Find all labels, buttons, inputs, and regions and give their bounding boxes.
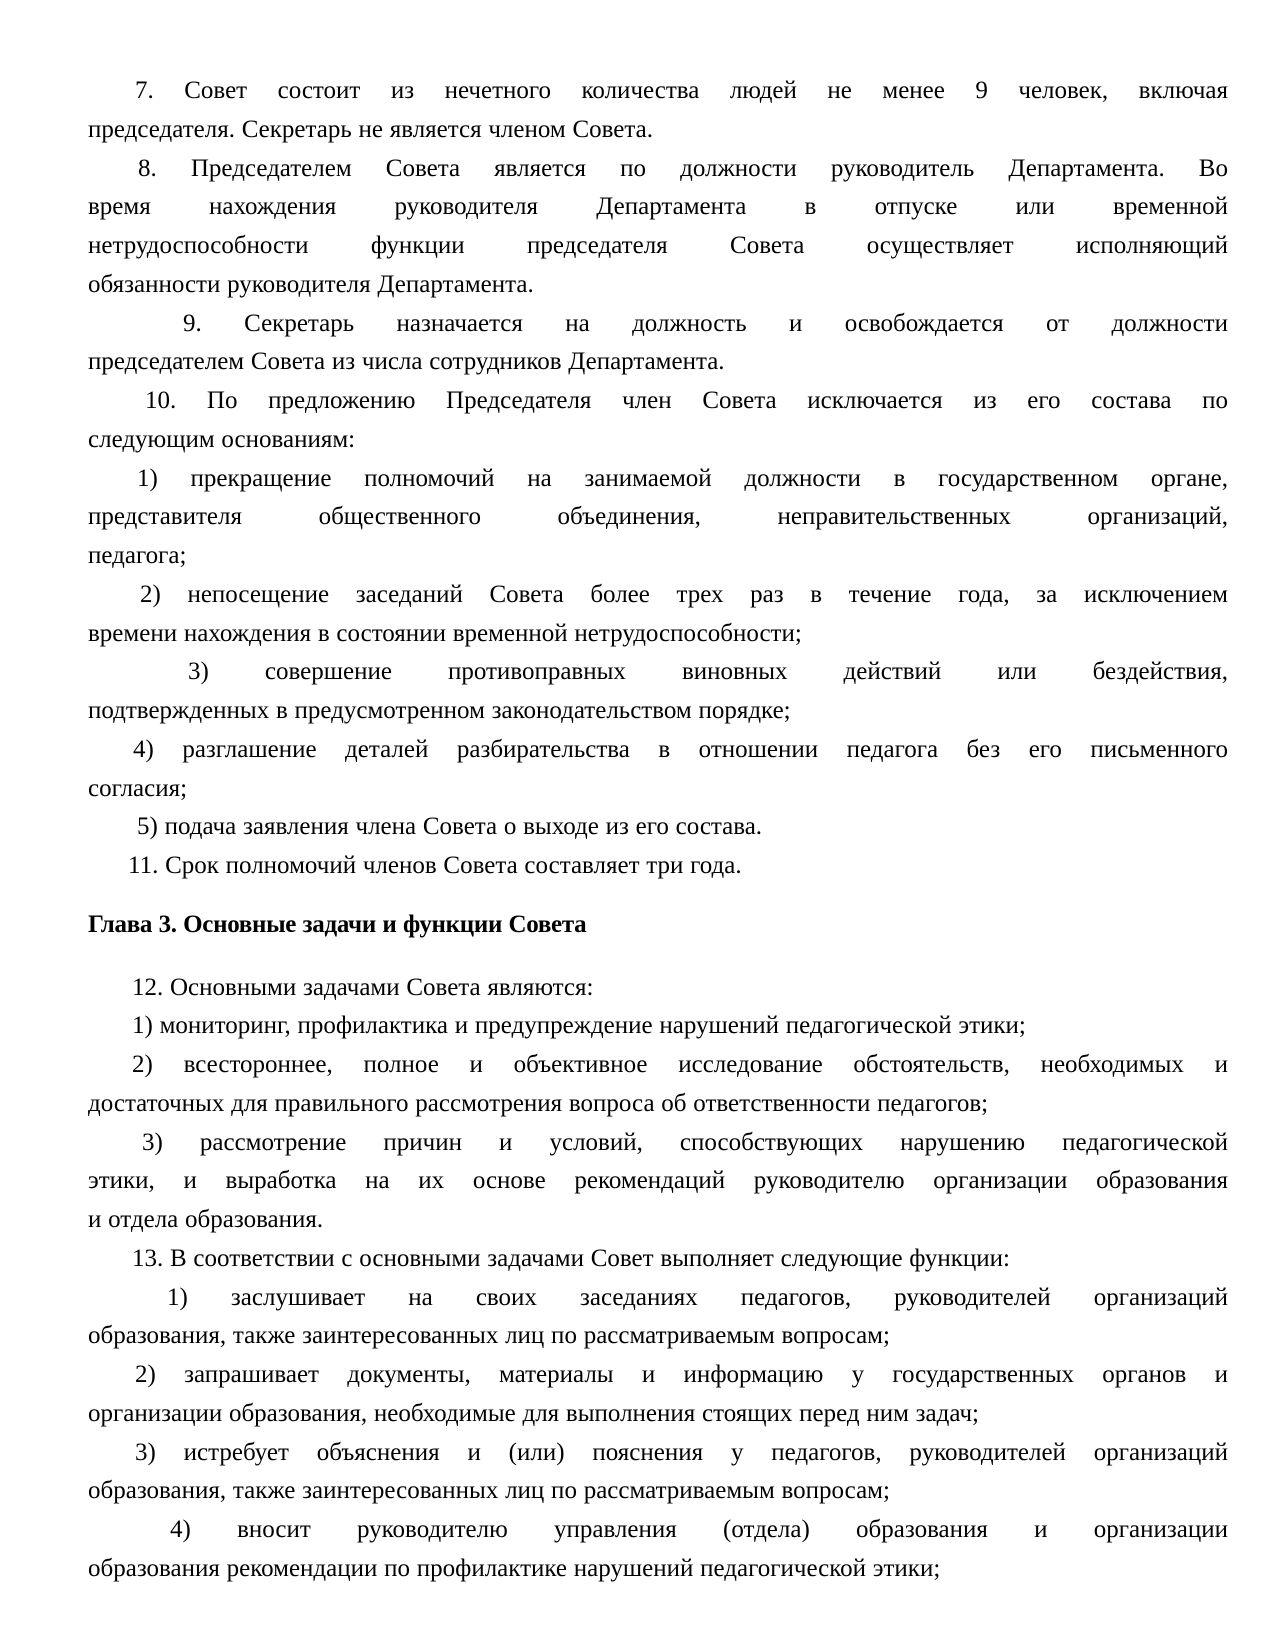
clause-paragraph xyxy=(88,731,1228,809)
clause-paragraph xyxy=(88,653,1228,731)
paragraph-text-line: председателя. Секретарь не является членом Совета. xyxy=(88,115,653,143)
clause-paragraph xyxy=(88,576,1228,654)
paragraph-text-line: 1) мониторинг, профилактика и предупреждение нарушений педагогической этики; xyxy=(132,1012,1026,1040)
heading-text-line: Глава 3. Основные задачи и функции Совета xyxy=(88,910,587,938)
paragraph-text-line: времени нахождения в состоянии временной нетрудоспособности; xyxy=(88,619,802,647)
clause-paragraph xyxy=(88,1046,1228,1124)
paragraph-text-line: 4) вносит руководителю управления (отдела) образования и организации xyxy=(170,1516,1228,1543)
paragraph-text-line: образования рекомендации по профилактике нарушений педагогической этики; xyxy=(88,1554,941,1582)
paragraph-text-line: согласия; xyxy=(88,774,188,802)
clause-paragraph xyxy=(88,1279,1228,1357)
chapter-heading xyxy=(88,906,1228,945)
paragraph-text-line: 1) заслушивает на своих заседаниях педагогов, руководителей организаций xyxy=(167,1283,1228,1311)
paragraph-text-line: педагога; xyxy=(88,542,187,569)
paragraph-text-line: образования, также заинтересованных лиц по рассматриваемым вопросам; xyxy=(88,1322,890,1350)
clause-paragraph xyxy=(88,150,1228,305)
paragraph-text-line: 3) истребует объяснения и (или) пояснения у педагогов, руководителей организаций xyxy=(135,1438,1228,1466)
clause-paragraph xyxy=(88,1434,1228,1512)
clause-paragraph xyxy=(88,382,1228,460)
paragraph-text-line: время нахождения руководителя Департамента в отпуске или временной xyxy=(88,193,1228,221)
clause-paragraph xyxy=(88,305,1228,383)
paragraph-text-line: 2) запрашивает документы, материалы и информацию у государственных органов и xyxy=(135,1361,1228,1388)
paragraph-text-line: 11. Срок полномочий членов Совета составляет три года. xyxy=(128,852,742,879)
paragraph-text-line: этики, и выработка на их основе рекомендаций руководителю организации образования xyxy=(88,1167,1228,1195)
paragraph-text-line: обязанности руководителя Департамента. xyxy=(88,270,534,298)
paragraph-text-line: 4) разглашение деталей разбирательства в отношении педагога без его письменного xyxy=(133,735,1228,763)
paragraph-text-line: 3) совершение противоправных виновных действий или бездействия, xyxy=(188,658,1228,686)
clause-paragraph xyxy=(88,808,1228,847)
paragraph-text-line: председателем Совета из числа сотрудников Департамента. xyxy=(88,348,725,376)
clause-paragraph xyxy=(88,1511,1228,1589)
paragraph-text-line: подтвержденных в предусмотренном законодательством порядке; xyxy=(88,697,791,724)
paragraph-text-line: 9. Секретарь назначается на должность и освобождается от должности xyxy=(183,309,1228,337)
paragraph-text-line: 10. По предложению Председателя член Совета исключается из его состава по xyxy=(145,387,1228,414)
clause-paragraph xyxy=(88,1124,1228,1240)
paragraph-text-line: следующим основаниям: xyxy=(88,425,356,453)
paragraph-text-line: 12. Основными задачами Совета являются: xyxy=(132,973,594,1001)
clause-paragraph xyxy=(88,969,1228,1008)
clause-paragraph xyxy=(88,1240,1228,1279)
clause-paragraph xyxy=(88,847,1228,886)
paragraph-text-line: достаточных для правильного рассмотрения вопроса об ответственности педагогов; xyxy=(88,1089,989,1117)
paragraph-text-line: 1) прекращение полномочий на занимаемой должности в государственном органе, xyxy=(137,464,1228,492)
paragraph-text-line: 2) непосещение заседаний Совета более трех раз в течение года, за исключением xyxy=(140,580,1228,608)
clause-paragraph xyxy=(88,72,1228,150)
paragraph-text-line: нетрудоспособности функции председателя Совета осуществляет исполняющий xyxy=(88,232,1228,259)
paragraph-text-line: 13. В соответствии с основными задачами Совет выполняет следующие функции: xyxy=(132,1244,1010,1272)
paragraph-text-line: 7. Совет состоит из нечетного количества людей не менее 9 человек, включая xyxy=(135,77,1228,104)
paragraph-text-line: представителя общественного объединения, неправительственных организаций, xyxy=(88,503,1228,531)
paragraph-text-line: 3) рассмотрение причин и условий, способствующих нарушению педагогической xyxy=(142,1128,1228,1156)
paragraph-text-line: и отдела образования. xyxy=(88,1206,324,1233)
paragraph-text-line: образования, также заинтересованных лиц по рассматриваемым вопросам; xyxy=(88,1477,890,1505)
document-body xyxy=(88,72,1228,1589)
paragraph-text-line: организации образования, необходимые для выполнения стоящих перед ним задач; xyxy=(88,1399,979,1427)
paragraph-text-line: 8. Председателем Совета является по должности руководитель Департамента. Во xyxy=(138,154,1228,182)
clause-paragraph xyxy=(88,1356,1228,1434)
paragraph-text-line: 2) всестороннее, полное и объективное исследование обстоятельств, необходимых и xyxy=(132,1051,1228,1078)
paragraph-text-line: 5) подача заявления члена Совета о выходе из его состава. xyxy=(137,813,763,841)
clause-paragraph xyxy=(88,460,1228,576)
clause-paragraph xyxy=(88,1007,1228,1046)
